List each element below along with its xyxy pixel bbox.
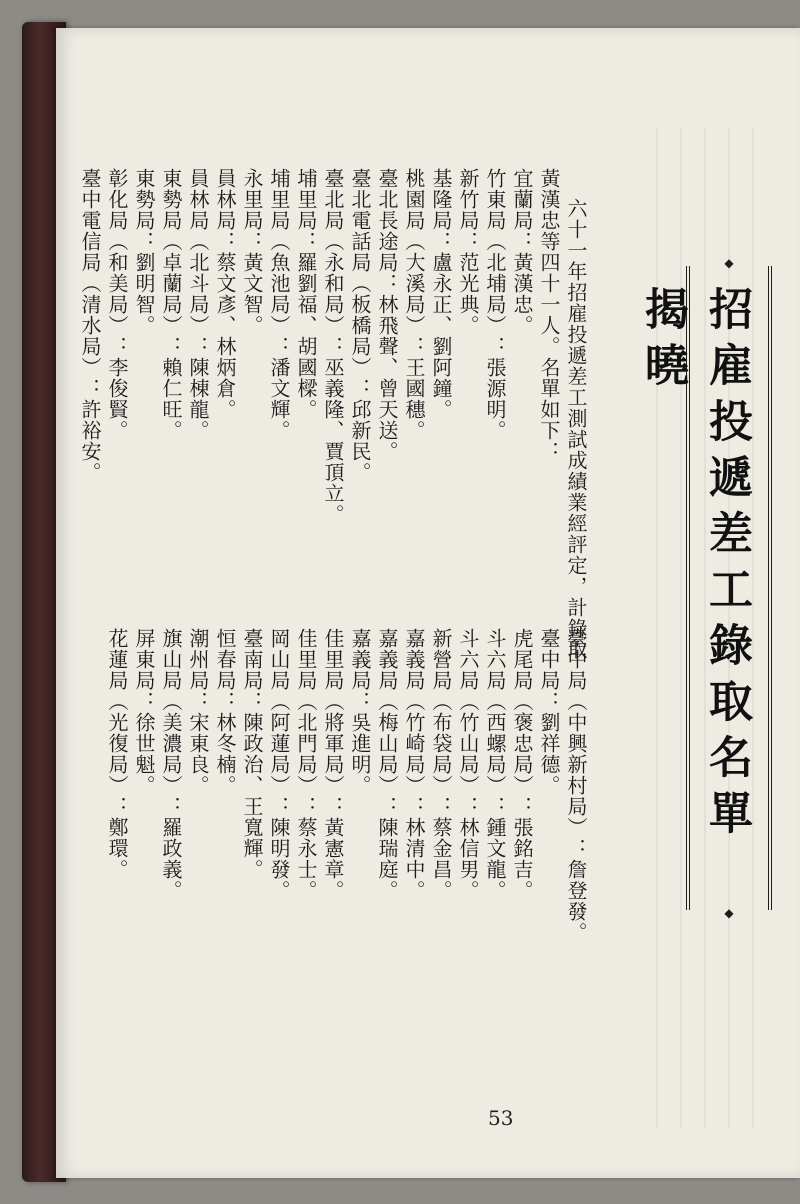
page-title: 招雇投遞差工錄取名單揭曉 [637,286,752,846]
list-item: 東勢局：劉明智。 [132,168,156,336]
frame-ornament-top: ◆ [724,256,734,270]
list-item: 臺中局：劉祥德。 [537,628,561,796]
list-item: 員林局：蔡文彥、林炳倉。 [213,168,237,420]
list-item: 岡山局（阿蓮局）：陳明發。 [267,628,291,901]
page-number: 53 [488,1106,514,1130]
intro-line: 黃漢忠等四十一人。名單如下： [537,168,561,462]
list-item: 埔里局（魚池局）：潘文輝。 [267,168,291,441]
book-page [56,28,800,1178]
list-item: 宜蘭局：黃漢忠。 [510,168,534,336]
list-item: 屏東局：徐世魁。 [132,628,156,796]
list-item: 花蓮局（光復局）：鄭環。 [105,628,129,880]
list-item: 員林局（北斗局）：陳棟龍。 [186,168,210,441]
list-item: 臺北局（永和局）：巫義隆、賈頂立。 [321,168,345,525]
list-item: 旗山局（美濃局）：羅政義。 [159,628,183,901]
list-item: 恒春局：林冬楠。 [213,628,237,796]
list-item: 臺北電話局（板橋局）：邱新民。 [348,168,372,483]
list-item: 斗六局（竹山局）：林信男。 [456,628,480,901]
list-item: 臺中局（中興新村局）：詹登發。 [564,628,588,943]
list-item: 臺南局：陳政治、王寬輝。 [240,628,264,880]
list-item: 佳里局（北門局）：蔡永士。 [294,628,318,901]
intro-line: 六十一年招雇投遞差工測試成績業經評定，計錄取 [564,198,588,660]
list-item: 東勢局（卓蘭局）：賴仁旺。 [159,168,183,441]
list-item: 桃園局（大溪局）：王國穗。 [402,168,426,441]
list-item: 斗六局（西螺局）：鍾文龍。 [483,628,507,901]
list-item: 佳里局（將軍局）：黃憲章。 [321,628,345,901]
list-item: 彰化局（和美局）：李俊賢。 [105,168,129,441]
list-item: 嘉義局：吳進明。 [348,628,372,796]
list-item: 虎尾局（褒忠局）：張銘吉。 [510,628,534,901]
list-item: 臺中電信局（清水局）：許裕安。 [78,168,102,483]
list-item: 嘉義局（竹崎局）：林清中。 [402,628,426,901]
list-item: 嘉義局（梅山局）：陳瑞庭。 [375,628,399,901]
list-item: 新竹局：范光典。 [456,168,480,336]
title-frame [637,256,772,920]
list-item: 新營局（布袋局）：蔡金昌。 [429,628,453,901]
list-item: 臺北長途局：林飛聲、曾天送。 [375,168,399,462]
list-item: 永里局：黃文智。 [240,168,264,336]
list-item: 潮州局：宋東良。 [186,628,210,796]
list-item: 埔里局：羅劉福、胡國樑。 [294,168,318,420]
list-item: 竹東局（北埔局）：張源明。 [483,168,507,441]
frame-ornament-bottom: ◆ [724,906,734,920]
list-item: 基隆局：盧永正、劉阿鐘。 [429,168,453,420]
